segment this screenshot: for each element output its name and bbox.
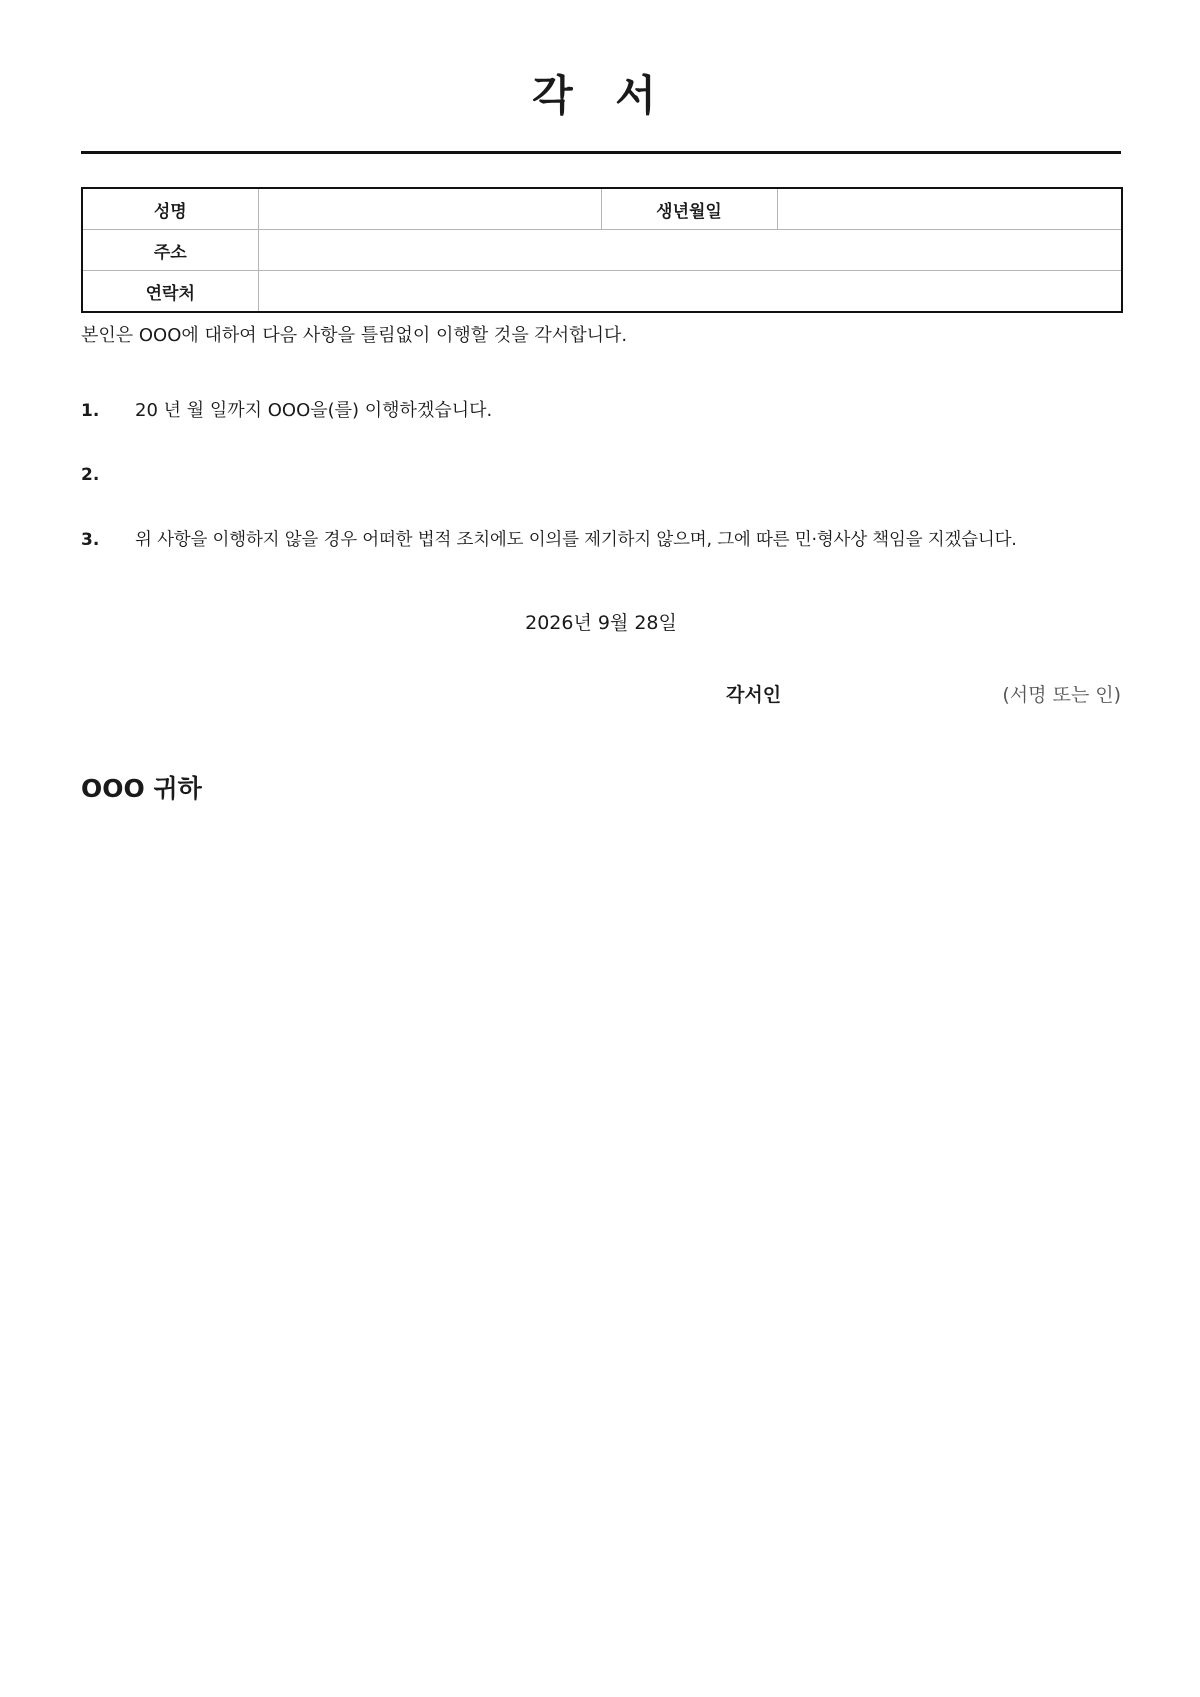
recipient: OOO 귀하	[81, 774, 202, 803]
pledge-item-text: 위 사항을 이행하지 않을 경우 어떠한 법적 조치에도 이의를 제기하지 않으며, 그에 따른 민·형사상 책임을 지겠습니다.	[135, 530, 1017, 550]
pledge-item-number: 1.	[81, 401, 100, 421]
document-date: 2026년 9월 28일	[525, 612, 677, 634]
personal-info-table	[81, 187, 1123, 313]
name-label: 성명	[82, 188, 258, 230]
table-row	[82, 271, 1122, 313]
pledge-item-number: 3.	[81, 530, 100, 550]
title-divider	[81, 151, 1121, 154]
pledge-document	[81, 0, 1121, 1697]
document-title: 각 서	[532, 71, 670, 120]
pledge-item-number: 2.	[81, 465, 100, 485]
signature-note: (서명 또는 인)	[1002, 684, 1121, 706]
signer-label: 각서인	[726, 684, 782, 706]
birthdate-field[interactable]	[777, 188, 1122, 230]
address-label: 주소	[82, 230, 258, 271]
birthdate-label: 생년월일	[601, 188, 777, 230]
intro-statement: 본인은 OOO에 대하여 다음 사항을 틀림없이 이행할 것을 각서합니다.	[81, 325, 628, 346]
table-row	[82, 230, 1122, 271]
pledge-item-text: 20 년 월 일까지 OOO을(를) 이행하겠습니다.	[135, 400, 493, 421]
table-row	[82, 188, 1122, 230]
contact-label: 연락처	[82, 271, 258, 313]
name-field[interactable]	[258, 188, 601, 230]
contact-field[interactable]	[258, 271, 1122, 313]
address-field[interactable]	[258, 230, 1122, 271]
